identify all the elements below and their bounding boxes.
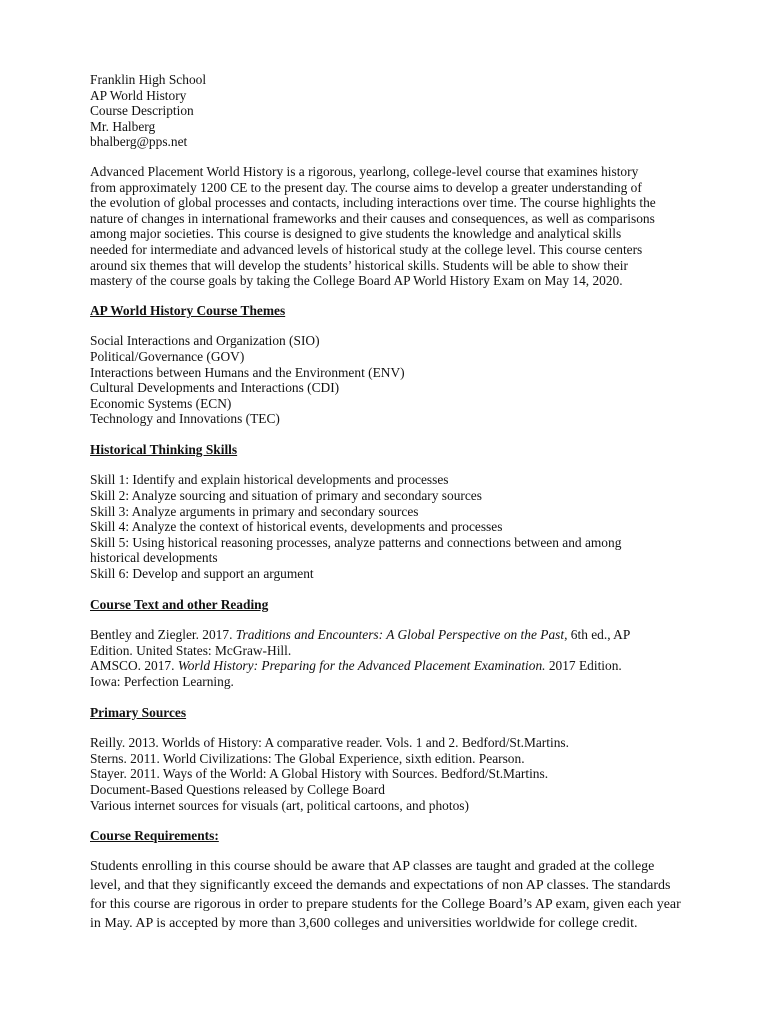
reading-heading: Course Text and other Reading xyxy=(90,596,269,612)
intro-line: Advanced Placement World History is a rigorous, yearlong, college-level course that examines history xyxy=(90,163,639,179)
reference-edition: , 6th ed., AP xyxy=(564,627,631,643)
intro-line: the evolution of global processes and contacts, including interactions over time. The course highlights the xyxy=(90,195,656,211)
intro-line: needed for intermediate and advanced levels of historical study at the college level. This course centers xyxy=(90,241,643,257)
reference-edition: 2017 Edition. xyxy=(545,658,622,674)
requirements-heading: Course Requirements: xyxy=(90,828,219,844)
course-name: AP World History xyxy=(90,87,187,103)
intro-line: from approximately 1200 CE to the present day. The course aims to develop a greater understanding of xyxy=(90,179,642,195)
list-item: Various internet sources for visuals (art, political cartoons, and photos) xyxy=(90,797,469,813)
themes-list xyxy=(90,333,662,427)
requirements-paragraph xyxy=(90,857,681,934)
requirements-line: for this course are rigorous in order to prepare students for the College Board’s AP exam, given each year xyxy=(90,897,681,913)
requirements-line: Students enrolling in this course should be aware that AP classes are taught and graded at the college xyxy=(90,858,655,874)
skills-heading: Historical Thinking Skills xyxy=(90,441,238,457)
themes-heading: AP World History Course Themes xyxy=(90,302,286,318)
reference-author-year: Bentley and Ziegler. 2017. xyxy=(90,627,236,643)
list-item: Skill 5: Using historical reasoning processes, analyze patterns and connections between and among xyxy=(90,534,622,550)
intro-line: nature of changes in international frameworks and their causes and consequences, as well as comparisons xyxy=(90,210,655,226)
list-item: historical developments xyxy=(90,550,218,566)
list-item: Sterns. 2011. World Civilizations: The Global Experience, sixth edition. Pearson. xyxy=(90,750,525,766)
list-item: Skill 3: Analyze arguments in primary and secondary sources xyxy=(90,503,419,519)
reference-entry xyxy=(90,658,662,674)
intro-paragraph xyxy=(90,164,662,289)
intro-line: mastery of the course goals by taking the College Board AP World History Exam on May 14, 2020. xyxy=(90,273,623,289)
list-item: Social Interactions and Organization (SIO) xyxy=(90,333,320,349)
reference-title: Traditions and Encounters: A Global Perspective on the Past xyxy=(235,627,565,643)
reading-list xyxy=(90,627,662,689)
list-item: Interactions between Humans and the Environment (ENV) xyxy=(90,364,405,380)
intro-line: among major societies. This course is designed to give students the knowledge and analytical skills xyxy=(90,226,622,242)
list-item: Skill 1: Identify and explain historical developments and processes xyxy=(90,472,449,488)
document-header xyxy=(90,72,662,150)
list-item: Cultural Developments and Interactions (CDI) xyxy=(90,380,340,396)
list-item: Skill 6: Develop and support an argument xyxy=(90,566,314,582)
list-item: Technology and Innovations (TEC) xyxy=(90,411,280,427)
teacher-email: bhalberg@pps.net xyxy=(90,134,188,150)
requirements-line: level, and that they significantly exceed the demands and expectations of non AP classes. The standards xyxy=(90,877,671,893)
list-item: Stayer. 2011. Ways of the World: A Global History with Sources. Bedford/St.Martins. xyxy=(90,766,549,782)
skills-list xyxy=(90,472,662,581)
school-name: Franklin High School xyxy=(90,72,207,87)
primary-sources-heading: Primary Sources xyxy=(90,704,187,720)
reference-title: World History: Preparing for the Advanced Placement Examination. xyxy=(177,658,546,674)
list-item: Economic Systems (ECN) xyxy=(90,395,232,411)
list-item: Skill 2: Analyze sourcing and situation of primary and secondary sources xyxy=(90,488,482,504)
list-item: Document-Based Questions released by College Board xyxy=(90,781,385,797)
reference-author-year: AMSCO. 2017. xyxy=(90,658,178,674)
reference-entry xyxy=(90,627,662,643)
list-item: Skill 4: Analyze the context of historical events, developments and processes xyxy=(90,519,503,535)
primary-sources-list xyxy=(90,735,662,813)
reference-publisher: Edition. United States: McGraw-Hill. xyxy=(90,642,292,658)
requirements-line: in May. AP is accepted by more than 3,600 colleges and universities worldwide for college credit. xyxy=(90,916,638,932)
reference-publisher: Iowa: Perfection Learning. xyxy=(90,674,234,689)
document-type: Course Description xyxy=(90,103,194,119)
list-item: Political/Governance (GOV) xyxy=(90,348,245,364)
teacher-name: Mr. Halberg xyxy=(90,118,156,134)
document-page xyxy=(90,72,681,934)
intro-line: around six themes that will develop the students’ historical skills. Students will be able to show their xyxy=(90,257,628,273)
list-item: Reilly. 2013. Worlds of History: A comparative reader. Vols. 1 and 2. Bedford/St.Martins. xyxy=(90,735,569,751)
